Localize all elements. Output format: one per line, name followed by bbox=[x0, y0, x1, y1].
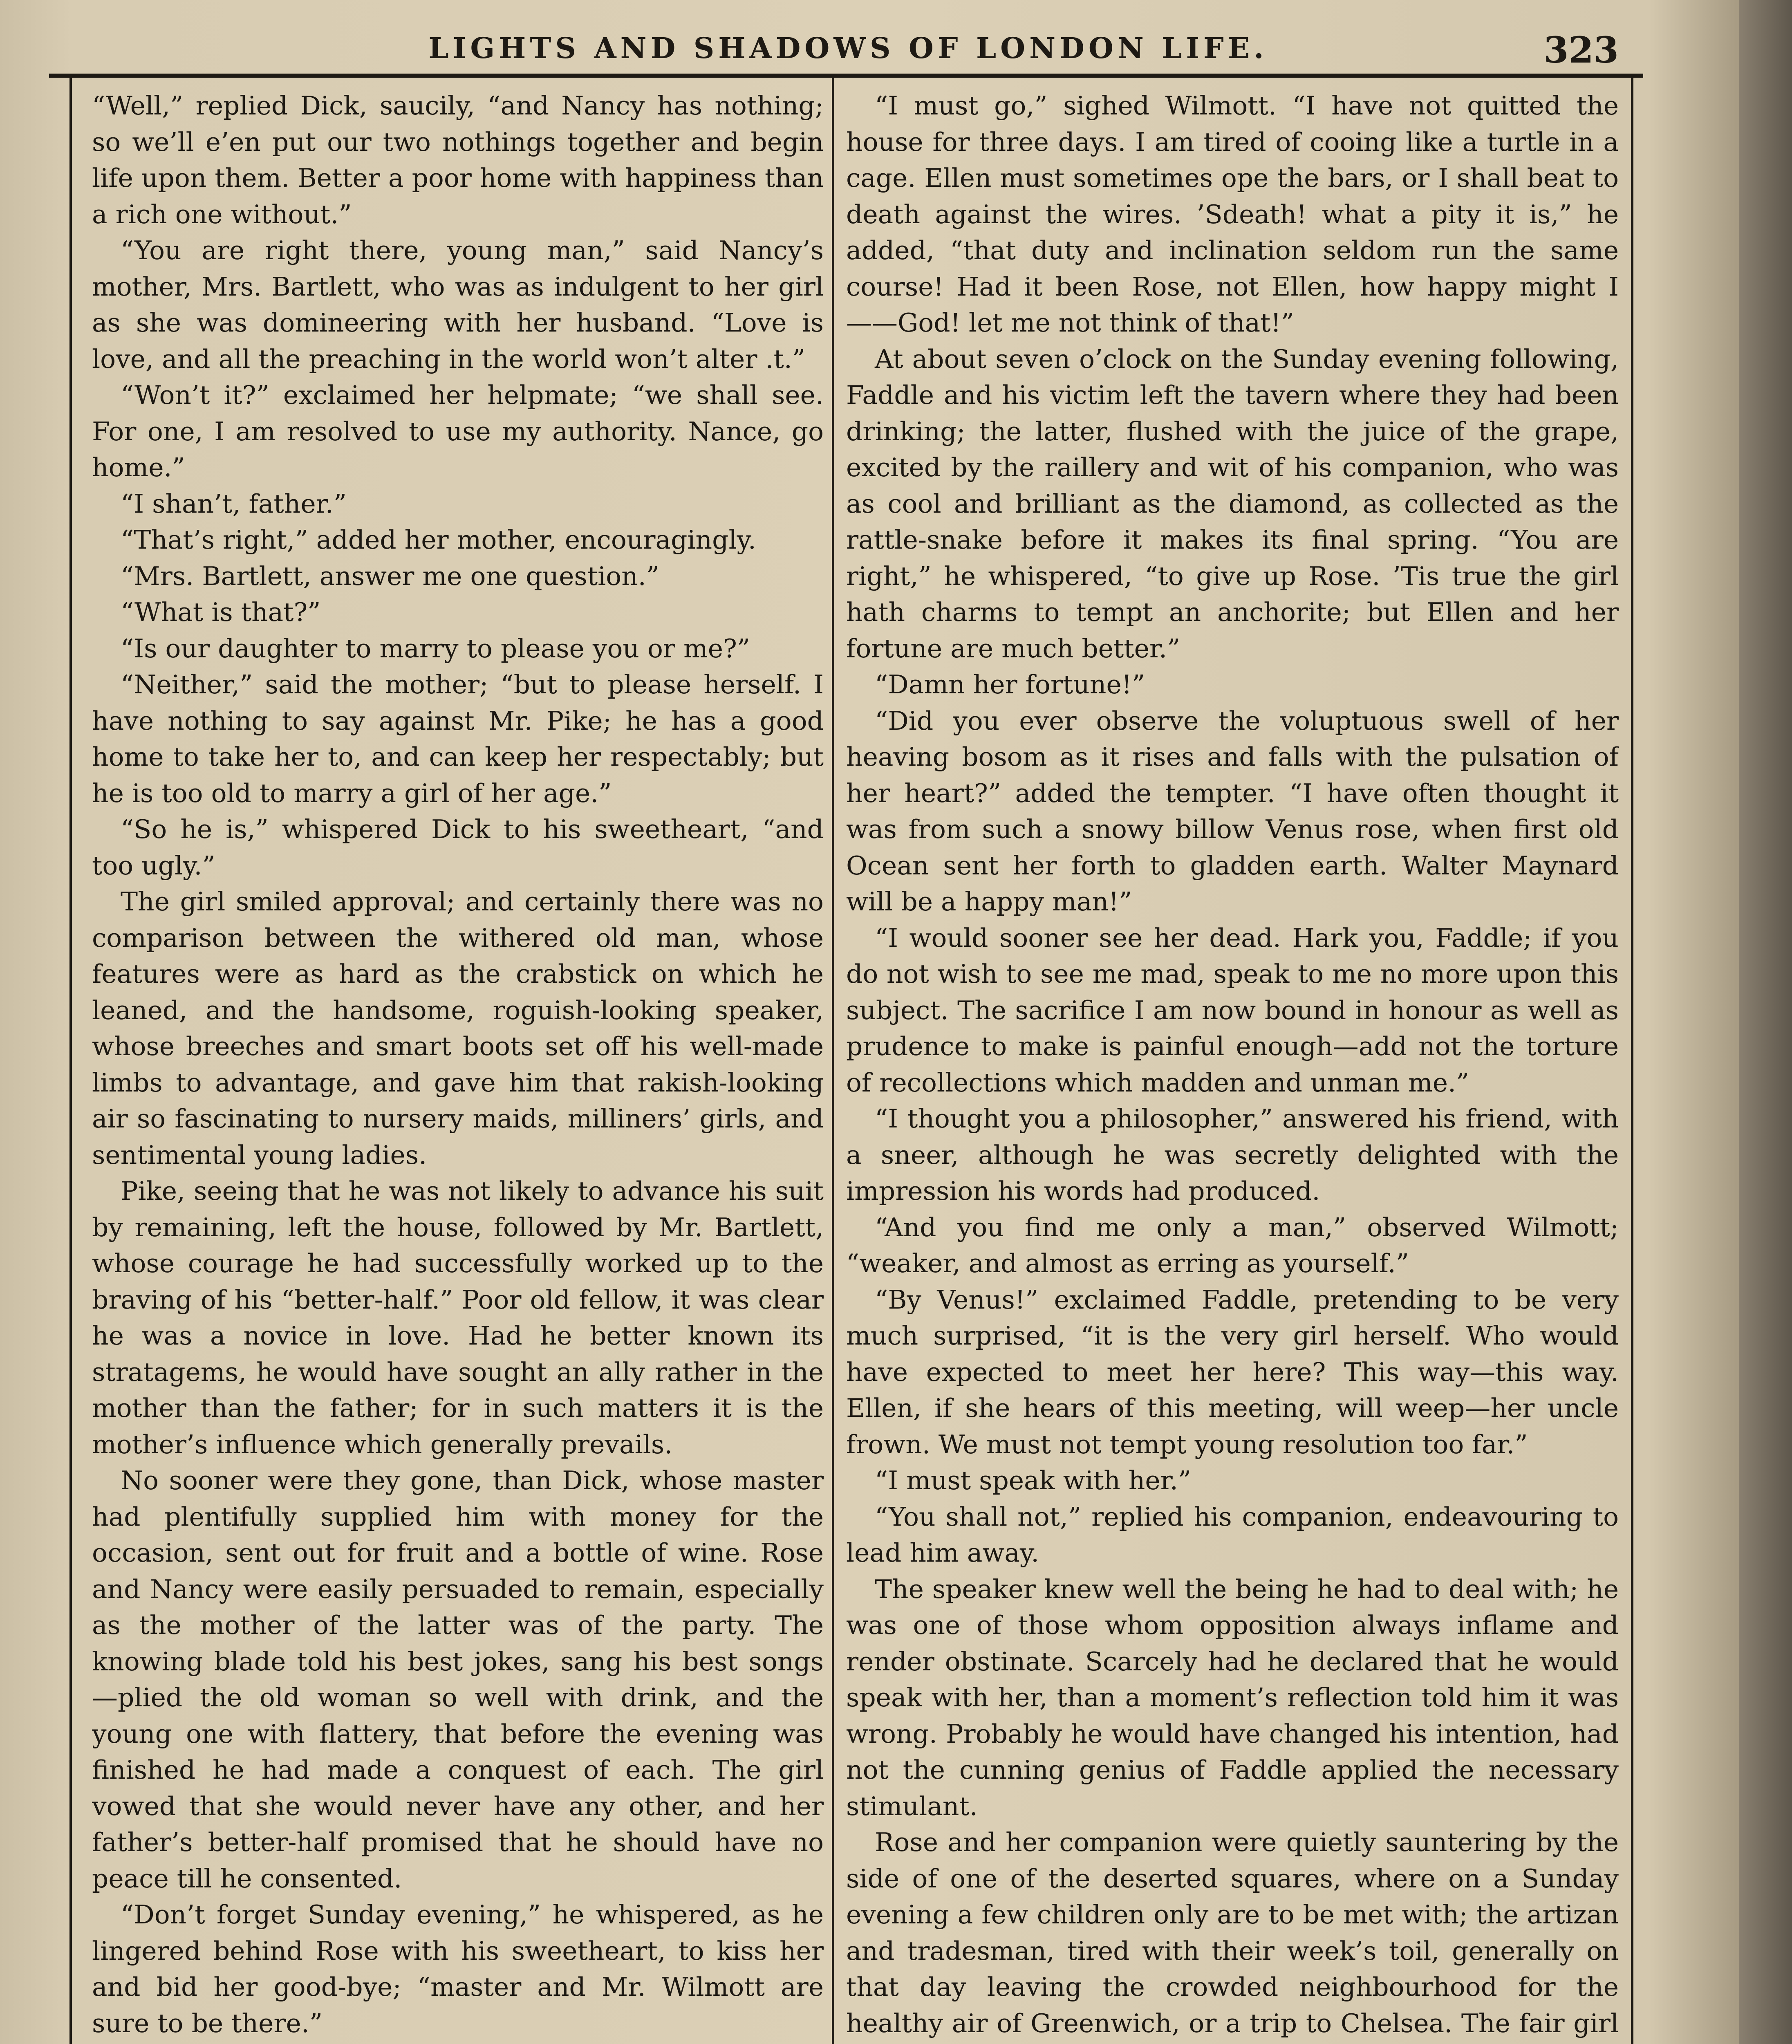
paragraph: “Did you ever observe the voluptuous swell of her heaving bosom as it rises and falls with the pulsation of her heart?” added the tempter. “I have often thought it was from such a snowy billow Venus rose, when first old Ocean sent her forth to gladden earth. Walter Maynard will be a happy man!” bbox=[846, 706, 1619, 917]
paragraph: “So he is,” whispered Dick to his sweetheart, “and too ugly.” bbox=[92, 814, 824, 881]
left-border-rule bbox=[69, 78, 72, 2044]
paragraph: “I shan’t, father.” bbox=[121, 489, 347, 519]
running-title: LIGHTS AND SHADOWS OF LONDON LIFE. bbox=[428, 31, 1268, 65]
paragraph: “Well,” replied Dick, saucily, “and Nancy has nothing; so we’ll e’en put our two nothings together and begin life upon them. Better a poor home with happiness than a rich one without.” bbox=[92, 91, 824, 229]
paragraph: “Damn her fortune!” bbox=[875, 670, 1145, 699]
paragraph: “Don’t forget Sunday evening,” he whispered, as he lingered behind Rose with his sweetheart, to kiss her and bid her good-bye; “master and Mr. Wilmott are sure to be there.” bbox=[92, 1900, 824, 2038]
paragraph: “You are right there, young man,” said Nancy’s mother, Mrs. Bartlett, who was as indulgent to her girl as she was domineering with her husband. “Love is love, and all the preaching in the world won’t alter .t.” bbox=[92, 235, 824, 374]
column-divider-rule bbox=[832, 78, 834, 2044]
paragraph: “Won’t it?” exclaimed her helpmate; “we shall see. For one, I am resolved to use my authority. Nance, go home.” bbox=[92, 380, 824, 482]
paragraph: No sooner were they gone, than Dick, whose master had plentifully supplied him with money for the occasion, sent out for fruit and a bottle of wine. Rose and Nancy were easily persuaded to remain, especially as the mother of the latter was of the party. The knowing blade told his best jokes, sang his best songs—plied the old woman so well with drink, and the young one with flattery, that before the evening was finished he had made a conquest of each. The girl vowed that she would never have any other, and her father’s better-half promised that he should have no peace till he consented. bbox=[92, 1466, 824, 1894]
paragraph: “I must go,” sighed Wilmott. “I have not quitted the house for three days. I am tired of cooing like a turtle in a cage. Ellen must sometimes ope the bars, or I shall beat to death against the wires. ’Sdeath! what a pity it is,” he added, “that duty and inclination seldom run the same course! Had it been Rose, not Ellen, how happy might I——God! let me not think of that!” bbox=[846, 91, 1619, 338]
page-number: 323 bbox=[1543, 29, 1619, 71]
paragraph: The girl smiled approval; and certainly there was no comparison between the withered old man, whose features were as hard as the crabstick on which he leaned, and the handsome, roguish-looking speaker, whose breeches and smart boots set off his well-made limbs to advantage, and gave him that rakish-looking air so fascinating to nursery maids, milliners’ girls, and sentimental young ladies. bbox=[92, 887, 824, 1170]
paragraph: “I would sooner see her dead. Hark you, Faddle; if you do not wish to see me mad, speak to me no more upon this subject. The sacrifice I am now bound in honour as well as prudence to make is painful enough—add not the torture of recollections which madden and unman me.” bbox=[846, 923, 1619, 1098]
paragraph: “What is that?” bbox=[121, 597, 321, 627]
paragraph bbox=[92, 2042, 824, 2044]
right-text-column bbox=[846, 88, 1619, 2044]
paragraph: “I thought you a philosopher,” answered his friend, with a sneer, although he was secretly delighted with the impression his words had produced. bbox=[846, 1104, 1619, 1206]
paragraph: “Neither,” said the mother; “but to please herself. I have nothing to say against Mr. Pike; he has a good home to take her to, and can keep her respectably; but he is too old to marry a girl of her age.” bbox=[92, 670, 824, 808]
paragraph: Pike, seeing that he was not likely to advance his suit by remaining, left the house, followed by Mr. Bartlett, whose courage he had successfully worked up to the braving of his “better-half.” Poor old fellow, it was clear he was a novice in love. Had he better known its stratagems, he would have sought an ally rather in the mother than the father; for in such matters it is the mother’s influence which generally prevails. bbox=[92, 1176, 824, 1459]
paragraph: “By Venus!” exclaimed Faddle, pretending to be very much surprised, “it is the very girl herself. Who would have expected to meet her here? This way—this way. Ellen, if she hears of this meeting, will weep—her uncle frown. We must not tempt young resolution too far.” bbox=[846, 1284, 1619, 1459]
paragraph: “Mrs. Bartlett, answer me one question.” bbox=[121, 561, 660, 591]
book-gutter bbox=[1739, 0, 1792, 2044]
paragraph: “I must speak with her.” bbox=[875, 1466, 1192, 1495]
right-border-rule bbox=[1631, 78, 1633, 2044]
paragraph: “That’s right,” added her mother, encouragingly. bbox=[121, 525, 756, 555]
paragraph: “And you find me only a man,” observed Wilmott; “weaker, and almost as erring as yourself.” bbox=[846, 1212, 1619, 1278]
left-text-column bbox=[92, 88, 824, 2044]
paragraph: The speaker knew well the being he had to deal with; he was one of those whom opposition always inflame and render obstinate. Scarcely had he declared that he would speak with her, than a moment’s reflection told him it was wrong. Probably he would have changed his intention, had not the cunning genius of Faddle applied the necessary stimulant. bbox=[846, 1574, 1619, 1821]
paragraph: “Is our daughter to marry to please you or me?” bbox=[121, 633, 750, 663]
paragraph: Rose and her companion were quietly sauntering by the side of one of the deserted squares, where on a Sunday evening a few children only are to be met with; the artizan and tradesman, tired with their week’s toil, generally on that day leaving the crowded neighbourhood for the healthy air of Greenwich, or a trip to Chelsea. The fair girl bbox=[846, 1827, 1619, 2038]
paragraph: “You shall not,” replied his companion, endeavouring to lead him away. bbox=[846, 1502, 1619, 1568]
paragraph: At about seven o’clock on the Sunday evening following, Faddle and his victim left the tavern where they had been drinking; the latter, flushed with the juice of the grape, excited by the raillery and wit of his companion, who was as cool and brilliant as the diamond, as collected as the rattle-snake before it makes its final spring. “You are right,” he whispered, “to give up Rose. ’Tis true the girl hath charms to tempt an anchorite; but Ellen and her fortune are much better.” bbox=[846, 344, 1619, 663]
page-header bbox=[61, 29, 1635, 74]
header-rule bbox=[49, 74, 1643, 78]
